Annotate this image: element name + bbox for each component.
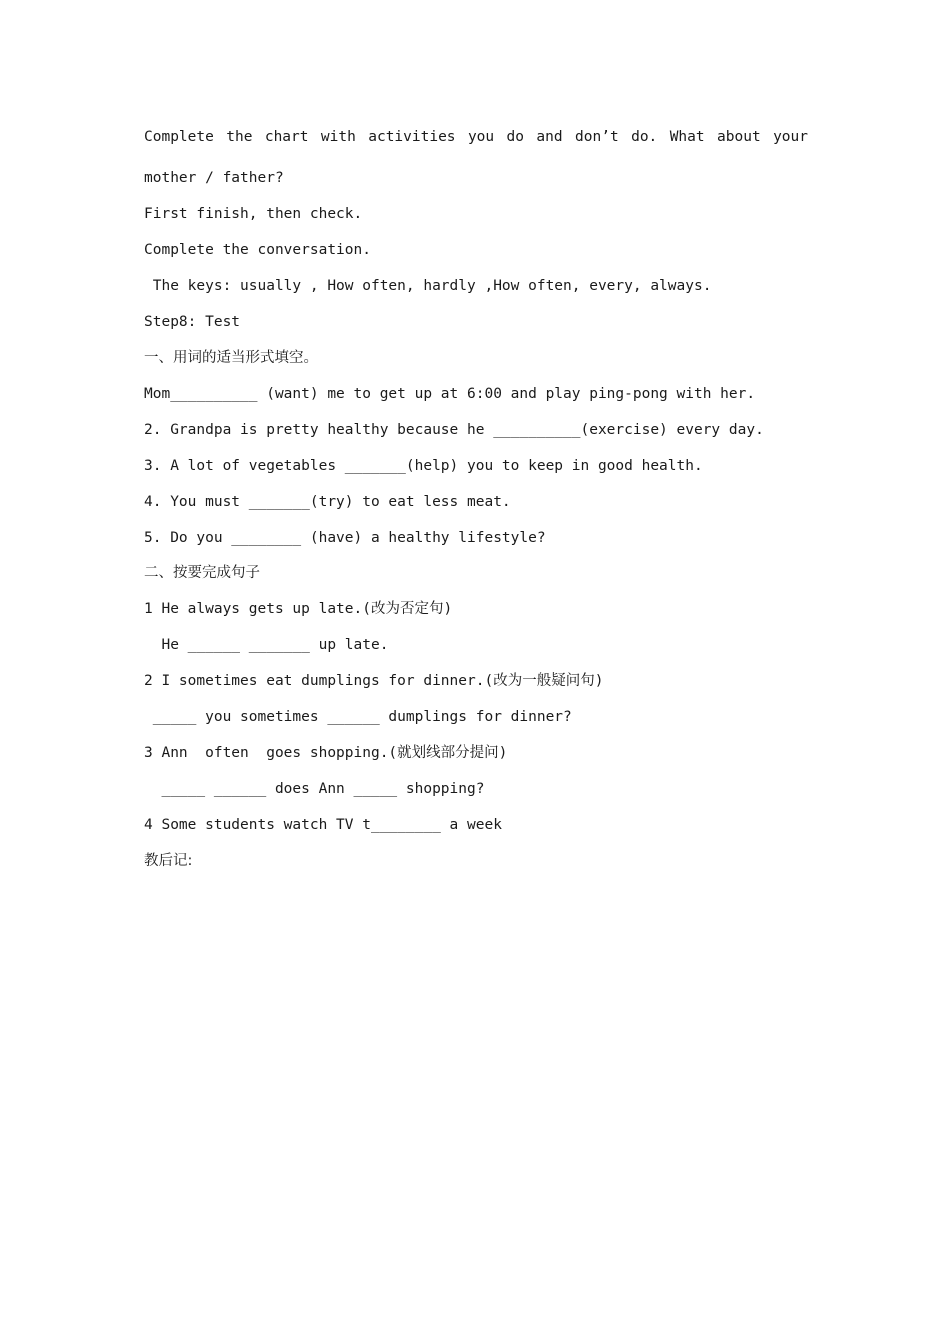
sentence-item-3-answer: _____ ______ does Ann _____ shopping?	[144, 781, 485, 797]
instruction-finish-check: First finish, then check.	[144, 206, 363, 222]
sentence-item-1-answer: He ______ _______ up late.	[144, 637, 389, 653]
sentence-item-2: 2 I sometimes eat dumplings for dinner.(改为一般疑问句)	[144, 673, 604, 689]
sentence-item-2-answer: _____ you sometimes ______ dumplings for dinner?	[144, 709, 572, 725]
exercise-item-3: 3. A lot of vegetables _______(help) you to keep in good health.	[144, 458, 703, 474]
step-heading: Step8: Test	[144, 314, 241, 330]
exercise-item-1: Mom__________ (want) me to get up at 6:00 and play ping-pong with her.	[144, 386, 756, 402]
teaching-reflection-label: 教后记:	[144, 853, 193, 869]
answer-keys: The keys: usually , How often, hardly ,How often, every, always.	[144, 278, 712, 294]
instruction-conversation: Complete the conversation.	[144, 242, 371, 258]
instruction-chart-continued: mother / father?	[144, 170, 284, 186]
sentence-item-1: 1 He always gets up late.(改为否定句)	[144, 601, 453, 617]
exercise-item-5: 5. Do you ________ (have) a healthy lifestyle?	[144, 530, 546, 546]
section-two-heading: 二、按要完成句子	[144, 565, 260, 581]
sentence-item-4: 4 Some students watch TV t________ a week	[144, 817, 502, 833]
section-one-heading: 一、用词的适当形式填空。	[144, 350, 318, 366]
exercise-item-2: 2. Grandpa is pretty healthy because he __________(exercise) every day.	[144, 422, 764, 438]
exercise-item-4: 4. You must _______(try) to eat less meat.	[144, 494, 511, 510]
sentence-item-3: 3 Ann often goes shopping.(就划线部分提问)	[144, 745, 508, 761]
instruction-chart: Complete the chart with activities you do and don’t do. What about your	[144, 129, 808, 145]
